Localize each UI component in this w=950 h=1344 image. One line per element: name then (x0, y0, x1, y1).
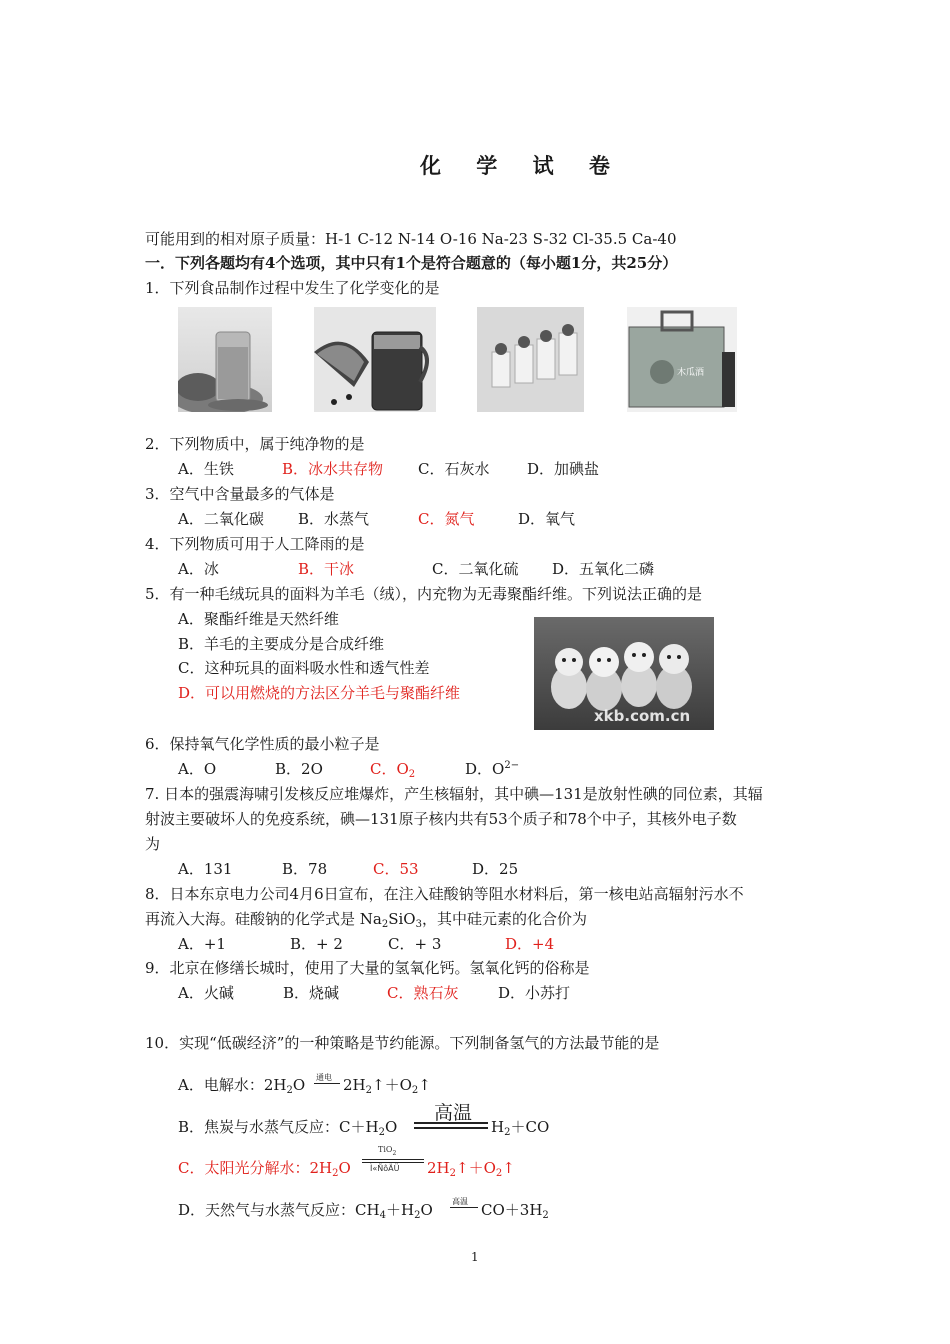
q10-c-condition-top (378, 1145, 397, 1157)
q2-option-c: C．石灰水 (418, 460, 490, 478)
q8-option-a: A．+1 (178, 935, 226, 953)
q10-option-d-left (178, 1199, 433, 1220)
q7-line1: 7. 日本的强震海啸引发核反应堆爆炸，产生核辐射，其中碘—131是放射性碘的同位素，其辐 (145, 785, 763, 803)
q8-line1: 8．日本东京电力公司4月6日宣布，在注入硅酸钠等阻水材料后，第一核电站高辐射污水不 (145, 885, 744, 903)
q10-d-sub2: 2 (414, 1210, 421, 1221)
q6-c-text: C．O (370, 760, 409, 778)
q10-option-b-left (178, 1116, 397, 1137)
q10-d-pre: D．天然气与水蒸气反应：CH (178, 1201, 380, 1219)
q9-stem: 9．北京在修缮长城时，使用了大量的氢氧化钙。氢氧化钙的俗称是 (145, 959, 590, 977)
q8-option-b: B．+ 2 (290, 935, 343, 953)
q6-option-d (465, 758, 519, 779)
q8-line2-a: 再流入大海。硅酸钠的化学式是 Na (145, 910, 382, 928)
q10-c-mid: O (338, 1159, 351, 1177)
q2-stem: 2．下列物质中，属于纯净物的是 (145, 435, 365, 453)
q10-c-eq-top (362, 1159, 424, 1160)
toys-image (534, 617, 714, 730)
q7-line2: 射波主要破坏人的免疫系统，碘—131原子核内共有53个质子和78个中子，其核外电子数 (145, 810, 737, 828)
q1-stem: 1．下列食品制作过程中发生了化学变化的是 (145, 279, 440, 297)
q10-a-sub3: 2 (411, 1085, 419, 1096)
q10-b-sub: 2 (378, 1127, 385, 1138)
q6-d-text: D．O (465, 760, 505, 778)
q3-option-a: A．二氧化碳 (178, 510, 264, 528)
q4-stem: 4．下列物质可用于人工降雨的是 (145, 535, 365, 553)
q10-stem: 10．实现“低碳经济”的一种策略是节约能源。下列制备氢气的方法最节能的是 (145, 1034, 660, 1052)
q9-option-a: A．火碱 (178, 984, 234, 1002)
q10-a-sub2: 2 (365, 1085, 372, 1096)
q10-a-post1: 2H (343, 1076, 366, 1094)
q10-b-eq-top (414, 1122, 488, 1124)
q10-d-condition: 高温 (452, 1197, 468, 1206)
q10-b-post: H (491, 1118, 505, 1136)
q10-option-a-left (178, 1074, 305, 1095)
q2-option-b: B．冰水共存物 (282, 460, 384, 478)
q3-stem: 3．空气中含量最多的气体是 (145, 485, 335, 503)
q6-option-c (370, 758, 415, 779)
q6-option-a: A．O (178, 760, 217, 778)
q10-d-arrow (450, 1207, 478, 1208)
q10-d-sub3: 2 (542, 1210, 549, 1221)
q10-b-condition: 高温 (434, 1102, 473, 1124)
q8-option-d: D．+4 (505, 935, 555, 953)
q8-sub-1: 2 (381, 919, 389, 930)
q10-b-post2: ＋CO (510, 1118, 550, 1136)
q6-option-b: B．2O (275, 760, 323, 778)
q4-option-b: B．干冰 (298, 560, 355, 578)
atomic-masses: 可能用到的相对原子质量：H-1 C-12 N-14 O-16 Na-23 S-32 Cl-35.5 Ca-40 (145, 230, 677, 248)
q10-a-post2: ↑＋O (372, 1076, 412, 1094)
q3-option-b: B．水蒸气 (298, 510, 370, 528)
q8-line2-b: SiO (388, 910, 416, 928)
watermark-text: xkb.com.cn (594, 707, 691, 725)
page-title: 化 学 试 卷 (420, 153, 624, 178)
q10-d-post: CO＋3H (481, 1201, 543, 1219)
q10-option-b-right (491, 1116, 549, 1137)
q10-a-pre: A．电解水：2H (178, 1076, 287, 1094)
section-heading: 一．下列各题均有4个选项，其中只有1个是符合题意的（每小题1分，共25分） (145, 254, 678, 272)
q5-stem: 5．有一种毛绒玩具的面料为羊毛（绒），内充物为无毒聚酯纤维。下列说法正确的是 (145, 585, 703, 603)
q10-c-pre: C．太阳光分解水：2H (178, 1159, 333, 1177)
q10-c-post1: 2H (427, 1159, 450, 1177)
q8-sub-2: 3 (415, 919, 422, 930)
q3-option-c: C．氮气 (418, 510, 475, 528)
q6-stem: 6．保持氧气化学性质的最小粒子是 (145, 735, 380, 753)
juice-image (314, 307, 436, 412)
q10-c-eq-bottom (362, 1162, 424, 1163)
q8-line2-c: ，其中硅元素的化合价为 (421, 910, 587, 928)
q10-a-post3: ↑ (418, 1076, 431, 1094)
q4-option-d: D．五氧化二磷 (552, 560, 655, 578)
tofu-image (477, 307, 584, 412)
q10-b-pre: B．焦炭与水蒸气反应：C＋H (178, 1118, 379, 1136)
q3-option-d: D．氧气 (518, 510, 576, 528)
q9-option-b: B．烧碱 (283, 984, 340, 1002)
q9-option-c: C．熟石灰 (387, 984, 459, 1002)
q10-option-d-right (481, 1199, 549, 1220)
q2-option-d: D．加碘盐 (527, 460, 600, 478)
q5-option-b: B．羊毛的主要成分是合成纤维 (178, 635, 385, 653)
q10-d-sub: 4 (379, 1210, 386, 1221)
q10-b-mid: O (384, 1118, 398, 1136)
q7-line3: 为 (145, 835, 161, 853)
q10-c-sub3: 2 (495, 1168, 503, 1179)
q10-b-sub2: 2 (504, 1127, 511, 1138)
q10-option-c-right (427, 1157, 515, 1178)
q10-c-post2: ↑＋O (456, 1159, 496, 1177)
q7-option-a: A．131 (178, 860, 233, 878)
q4-option-a: A．冰 (178, 560, 219, 578)
svg-text:木瓜酒: 木瓜酒 (677, 368, 705, 378)
q4-option-c: C．二氧化硫 (432, 560, 519, 578)
q7-option-c: C．53 (373, 860, 419, 878)
q10-a-condition: 通电 (316, 1073, 332, 1082)
q2-option-a: A．生铁 (178, 460, 234, 478)
q10-c-cond-sub: 2 (392, 1150, 397, 1157)
q8-line2 (145, 908, 587, 929)
q8-option-c: C．+ 3 (388, 935, 442, 953)
q5-option-a: A．聚酯纤维是天然纤维 (178, 610, 339, 628)
q6-d-sup: 2− (504, 760, 520, 771)
q5-option-d: D．可以用燃烧的方法区分羊毛与聚酯纤维 (178, 684, 461, 702)
q7-option-b: B．78 (282, 860, 328, 878)
q10-a-mid: O (292, 1076, 306, 1094)
q10-c-post3: ↑ (502, 1159, 515, 1177)
q10-c-sub: 2 (332, 1168, 339, 1179)
q7-option-d: D．25 (472, 860, 519, 878)
q10-a-arrow (314, 1083, 340, 1084)
soymilk-image (178, 307, 272, 412)
page-number: 1 (471, 1250, 479, 1264)
q10-d-mid: ＋H (385, 1201, 415, 1219)
q10-c-cond-text: TiO (378, 1145, 393, 1154)
q6-c-sub: 2 (408, 769, 416, 780)
q10-c-sub2: 2 (449, 1168, 456, 1179)
q10-option-c-left (178, 1157, 351, 1178)
q9-option-d: D．小苏打 (498, 984, 571, 1002)
q10-a-sub: 2 (286, 1085, 293, 1096)
q10-c-condition-bottom: Ì«ÑôÄÜ (370, 1164, 400, 1173)
q10-d-mid2: O (420, 1201, 433, 1219)
q10-b-eq-bottom (414, 1127, 488, 1129)
q10-option-a-right (343, 1074, 431, 1095)
gift-box-image (627, 307, 737, 412)
q5-option-c: C．这种玩具的面料吸水性和透气性差 (178, 659, 430, 677)
